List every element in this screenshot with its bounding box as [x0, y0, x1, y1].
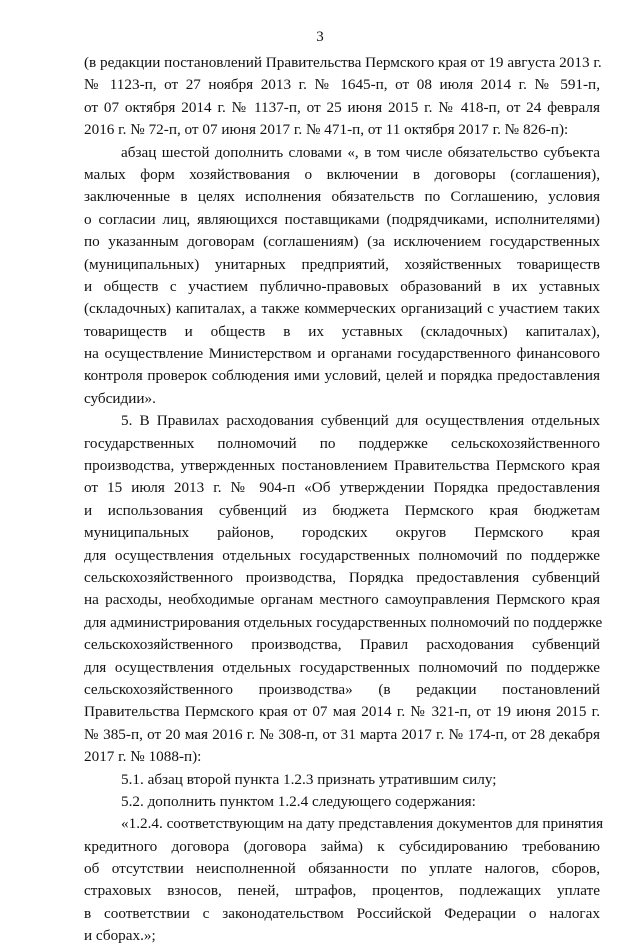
text-line: 5. В Правилах расходования субвенций для осуществления отдельных: [121, 412, 600, 430]
text-line: для осуществления отдельных государственных полномочий по поддержке: [84, 546, 600, 564]
text-line: на осуществление Министерством и органами государственного финансового: [84, 345, 600, 363]
text-line: о согласии лиц, являющихся поставщиками (подрядчиками, исполнителями): [84, 210, 600, 228]
text-line: малых форм хозяйствования о включении в договоры (соглашения),: [84, 165, 600, 183]
text-line: и сборах.»;: [84, 927, 156, 945]
text-line: для администрирования отдельных государственных полномочий по поддержке: [84, 613, 603, 631]
text-line: кредитного договора (договора займа) к субсидированию требованию: [84, 837, 600, 855]
text-line: «1.2.4. соответствующим на дату представления документов для принятия: [121, 815, 604, 833]
paragraph: [84, 410, 603, 768]
text-line: от 15 июля 2013 г. № 904-п «Об утверждении Порядка предоставления: [84, 479, 600, 497]
text-line: абзац шестой дополнить словами «, в том числе обязательство субъекта: [121, 143, 600, 161]
text-line: товариществ и обществ в их уставных (складочных) капиталах),: [84, 322, 600, 340]
text-line: в соответствии с законодательством Российской Федерации о налогах: [84, 904, 600, 922]
text-line: субсидии».: [84, 389, 156, 407]
paragraph: [84, 52, 600, 142]
text-line: страховых взносов, пеней, штрафов, процентов, подлежащих уплате: [84, 882, 600, 900]
document-body: [84, 52, 604, 948]
text-line: государственных полномочий по поддержке сельскохозяйственного: [84, 434, 600, 452]
text-line: производства, утвержденных постановлением Правительства Пермского края: [84, 457, 600, 475]
text-line: по указанным договорам (соглашениям) (за исключением государственных: [84, 233, 600, 251]
text-line: для осуществления отдельных государственных полномочий по поддержке: [84, 658, 600, 676]
text-line: (складочных) капиталах, а также коммерческих организаций с участием таких: [84, 300, 600, 318]
text-line: Правительства Пермского края от 07 мая 2014 г. № 321-п, от 19 июня 2015 г.: [84, 703, 600, 721]
text-line: сельскохозяйственного производства» (в редакции постановлений: [84, 680, 600, 698]
paragraph: [84, 769, 600, 791]
text-line: и использования субвенций из бюджета Пермского края бюджетам: [84, 501, 600, 519]
text-line: об отсутствии неисполненной обязанности по уплате налогов, сборов,: [84, 860, 600, 878]
text-line: № 385-п, от 20 мая 2016 г. № 308-п, от 31 марта 2017 г. № 174-п, от 28 декабря: [84, 725, 600, 743]
text-line: 5.2. дополнить пунктом 1.2.4 следующего содержания:: [121, 792, 476, 810]
paragraph: [84, 813, 604, 947]
text-line: сельскохозяйственного производства, Порядка предоставления субвенций: [84, 568, 600, 586]
text-line: от 07 октября 2014 г. № 1137-п, от 25 июня 2015 г. № 418-п, от 24 февраля: [84, 98, 600, 116]
text-line: на расходы, необходимые органам местного самоуправления Пермского края: [84, 591, 600, 609]
text-line: (в редакции постановлений Правительства Пермского края от 19 августа 2013 г.: [84, 54, 602, 71]
text-line: (муниципальных) унитарных предприятий, хозяйственных товариществ: [84, 255, 600, 273]
text-line: и обществ с участием публично-правовых образований в их уставных: [84, 277, 600, 295]
text-line: муниципальных районов, городских округов Пермского края: [84, 524, 600, 542]
paragraph: [84, 142, 600, 411]
text-line: № 1123-п, от 27 ноября 2013 г. № 1645-п, от 08 июля 2014 г. № 591-п,: [84, 76, 600, 94]
text-line: сельскохозяйственного производства, Правил расходования субвенций: [84, 636, 600, 654]
text-line: 2016 г. № 72-п, от 07 июня 2017 г. № 471-п, от 11 октября 2017 г. № 826-п):: [84, 121, 569, 139]
text-line: 5.1. абзац второй пункта 1.2.3 признать утратившим силу;: [121, 770, 497, 788]
page-number: 3: [316, 29, 324, 45]
text-line: 2017 г. № 1088-п):: [84, 748, 202, 766]
text-line: заключенные в целях исполнения обязательств по Соглашению, условия: [84, 188, 600, 206]
text-line: контроля проверок соблюдения ими условий, целей и порядка предоставления: [84, 367, 600, 385]
paragraph: [84, 791, 600, 813]
